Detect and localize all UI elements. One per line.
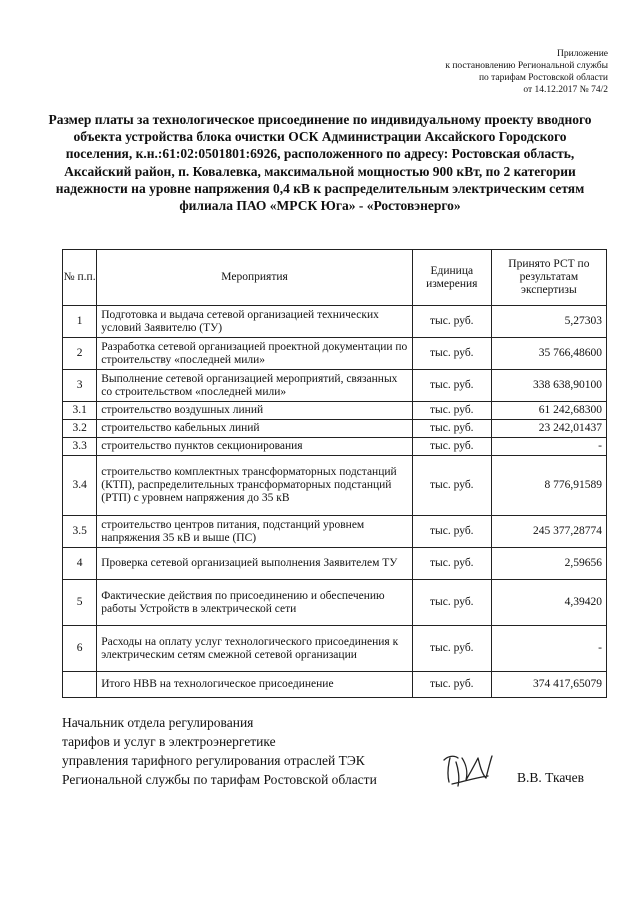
- table-row: [63, 438, 607, 456]
- table-row: [63, 516, 607, 548]
- header-activity: Мероприятия: [97, 250, 413, 306]
- handwritten-signature: [438, 748, 496, 792]
- row-unit: тыс. руб.: [412, 516, 491, 548]
- table-row: [63, 338, 607, 370]
- row-value: 8 776,91589: [491, 456, 606, 516]
- table-row: [63, 580, 607, 626]
- table-row: [63, 306, 607, 338]
- row-unit: тыс. руб.: [412, 672, 491, 698]
- row-activity: Расходы на оплату услуг технологического присоединения к электрическим сетям смежной сетевой организации: [97, 626, 413, 672]
- row-unit: тыс. руб.: [412, 626, 491, 672]
- row-num: 3.1: [63, 402, 97, 420]
- header-num: № п.п.: [63, 250, 97, 306]
- row-value: 23 242,01437: [491, 420, 606, 438]
- table-total-row: [63, 672, 607, 698]
- row-value: 4,39420: [491, 580, 606, 626]
- row-num: 1: [63, 306, 97, 338]
- row-activity: Разработка сетевой организацией проектной документации по строительству «последней мили»: [97, 338, 413, 370]
- row-unit: тыс. руб.: [412, 370, 491, 402]
- table-row: [63, 402, 607, 420]
- row-num: 4: [63, 548, 97, 580]
- row-num: 5: [63, 580, 97, 626]
- row-unit: тыс. руб.: [412, 456, 491, 516]
- row-unit: тыс. руб.: [412, 306, 491, 338]
- row-activity: строительство комплектных трансформаторных подстанций (КТП), распределительных трансформаторных подстанций (РТП) с уровнем напряжения до 35 кВ: [97, 456, 413, 516]
- row-activity: строительство пунктов секционирования: [97, 438, 413, 456]
- annex-line-4: от 14.12.2017 № 74/2: [523, 85, 608, 95]
- signature-line-4: Региональной службы по тарифам Ростовской области: [62, 772, 377, 787]
- table-row: [63, 420, 607, 438]
- row-value: 61 242,68300: [491, 402, 606, 420]
- signature-line-1: Начальник отдела регулирования: [62, 715, 254, 730]
- annex-line-3: по тарифам Ростовской области: [478, 73, 608, 83]
- row-num: 3.5: [63, 516, 97, 548]
- row-num: 3.4: [63, 456, 97, 516]
- row-activity: строительство кабельных линий: [97, 420, 413, 438]
- row-num: 6: [63, 626, 97, 672]
- table-row: [63, 626, 607, 672]
- row-num: 3.2: [63, 420, 97, 438]
- row-unit: тыс. руб.: [412, 402, 491, 420]
- row-unit: тыс. руб.: [412, 338, 491, 370]
- document-title: Размер платы за технологическое присоединение по индивидуальному проекту вводного объекта устройства блока очистки ОСК Администрации Аксайского Городского поселения, к.н.:61:02:0501801:6926, расположенного по адресу: Ростовская область, Аксайский район, п. Ковалевка, максимальной мощностью 900 кВт, по 2 категории надежности на уровне напряжения 0,4 кВ к распределительным электрическим сетям филиала ПАО «МРСК Юга» - «Ростовэнерго»: [48, 112, 592, 214]
- row-num: [63, 672, 97, 698]
- row-activity: Подготовка и выдача сетевой организацией технических условий Заявителю (ТУ): [97, 306, 413, 338]
- row-activity: Выполнение сетевой организацией мероприятий, связанных со строительством «последней мили»: [97, 370, 413, 402]
- row-value: -: [491, 626, 606, 672]
- signature-line-2: тарифов и услуг в электроэнергетике: [62, 734, 276, 749]
- row-unit: тыс. руб.: [412, 580, 491, 626]
- table-row: [63, 456, 607, 516]
- row-activity: строительство центров питания, подстанций уровнем напряжения 35 кВ и выше (ПС): [97, 516, 413, 548]
- annex-note: [348, 48, 608, 96]
- row-activity: Проверка сетевой организацией выполнения Заявителем ТУ: [97, 548, 413, 580]
- row-activity: строительство воздушных линий: [97, 402, 413, 420]
- row-value: 5,27303: [491, 306, 606, 338]
- header-value: Принято РСТ по результатам экспертизы: [491, 250, 606, 306]
- row-value: 2,59656: [491, 548, 606, 580]
- annex-line-2: к постановлению Региональной службы: [445, 61, 608, 71]
- row-value: 35 766,48600: [491, 338, 606, 370]
- row-unit: тыс. руб.: [412, 548, 491, 580]
- signature-line-3: управления тарифного регулирования отраслей ТЭК: [62, 753, 365, 768]
- row-unit: тыс. руб.: [412, 438, 491, 456]
- header-unit: Единица измерения: [412, 250, 491, 306]
- row-value: 338 638,90100: [491, 370, 606, 402]
- row-num: 3.3: [63, 438, 97, 456]
- fee-table: [62, 249, 607, 698]
- signature-block: [62, 713, 377, 789]
- annex-line-1: Приложение: [557, 49, 608, 59]
- row-activity: Итого НВВ на технологическое присоединение: [97, 672, 413, 698]
- table-row: [63, 370, 607, 402]
- row-value: 374 417,65079: [491, 672, 606, 698]
- row-num: 3: [63, 370, 97, 402]
- table-header-row: [63, 250, 607, 306]
- row-num: 2: [63, 338, 97, 370]
- row-value: 245 377,28774: [491, 516, 606, 548]
- row-activity: Фактические действия по присоединению и обеспечению работы Устройств в электрической сети: [97, 580, 413, 626]
- row-unit: тыс. руб.: [412, 420, 491, 438]
- signer-name: В.В. Ткачев: [517, 770, 585, 785]
- row-value: -: [491, 438, 606, 456]
- table-row: [63, 548, 607, 580]
